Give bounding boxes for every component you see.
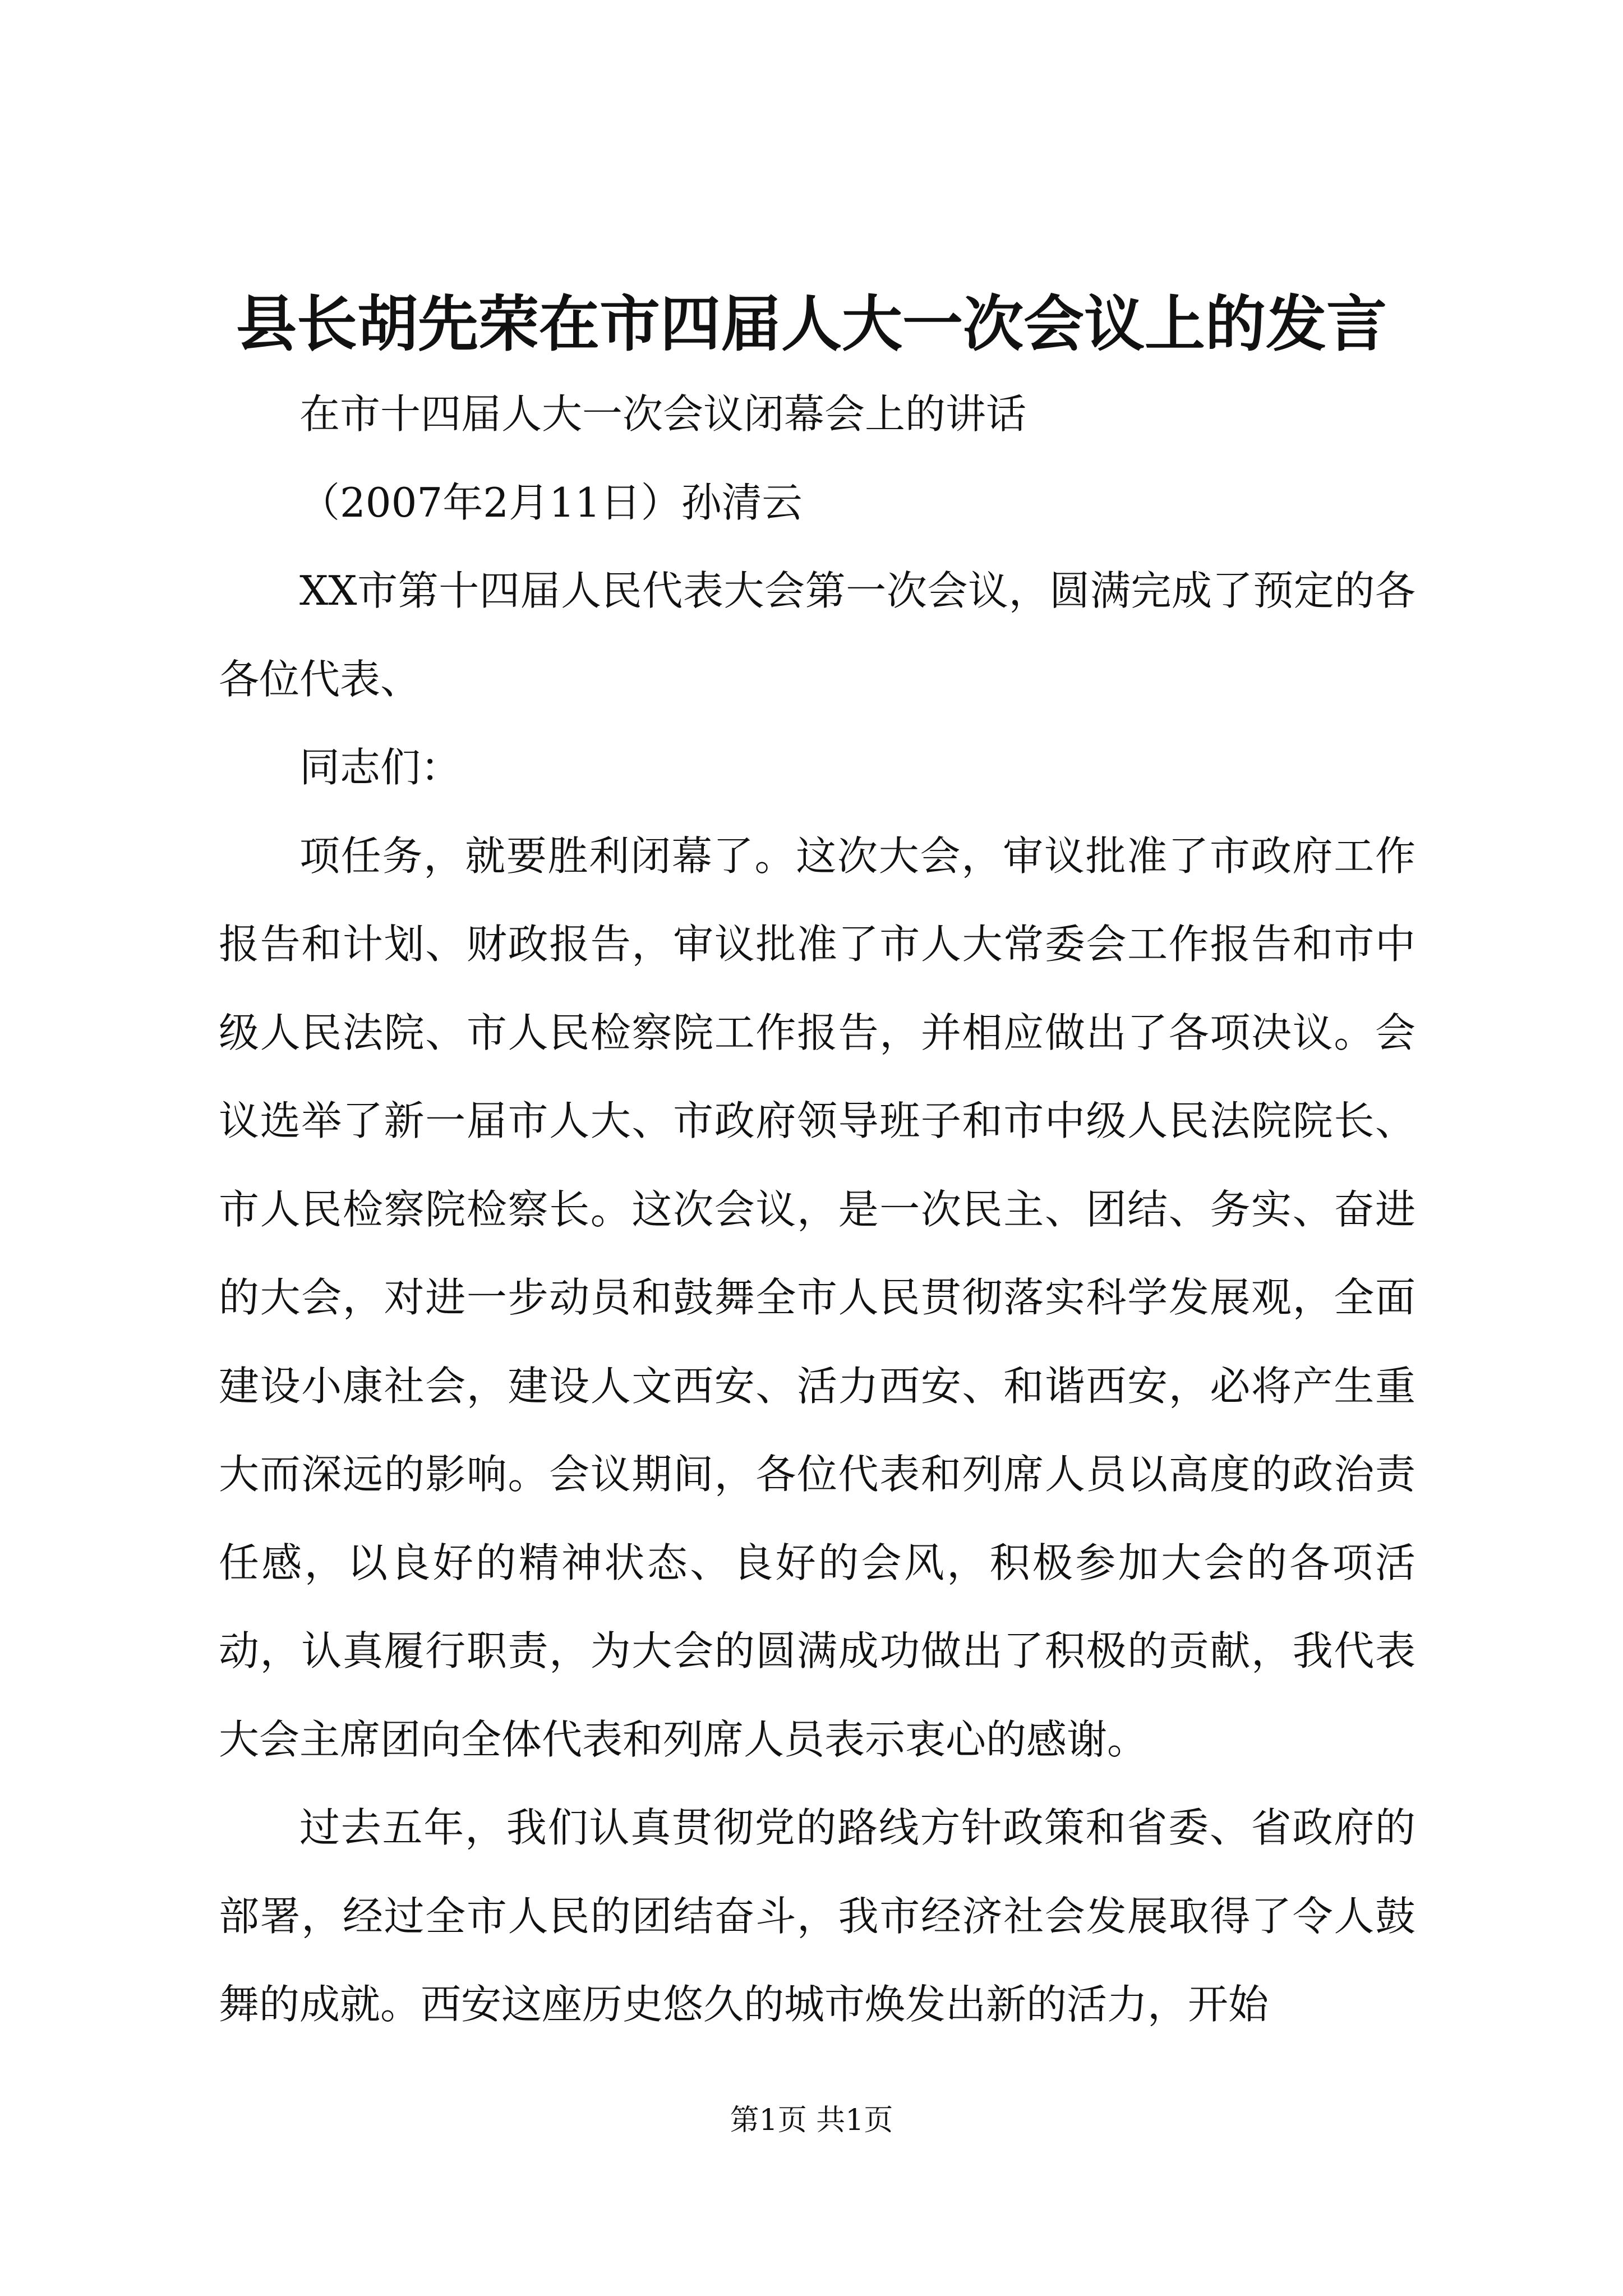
body-paragraph: 过去五年，我们认真贯彻党的路线方针政策和省委、省政府的部署，经过全市人民的团结奋斗，我市经济社会发展取得了令人鼓舞的成就。西安这座历史悠久的城市焕发出新的活力，开始 bbox=[219, 1804, 1415, 2028]
salutation-paragraph: 同志们： bbox=[299, 744, 462, 791]
page-footer: 第1页 共1页 bbox=[730, 2104, 893, 2137]
document-body bbox=[219, 370, 1415, 2049]
date-author-paragraph: （2007年2月11日）孙清云 bbox=[299, 478, 803, 526]
body-paragraph: 项任务，就要胜利闭幕了。这次大会，审议批准了市政府工作报告和计划、财政报告，审议批准了市人大常委会工作报告和市中级人民法院、市人民检察院工作报告，并相应做出了各项决议。会议选举了新一届市人大、市政府领导班子和市中级人民法院院长、市人民检察院检察长。这次会议，是一次民主、团结、务实、奋进的大会，对进一步动员和鼓舞全市人民贯彻落实科学发展观，全面建设小康社会，建设人文西安、活力西安、和谐西安，必将产生重大而深远的影响。会议期间，各位代表和列席人员以高度的政治责任感，以良好的精神状态、良好的会风，积极参加大会的各项活动，认真履行职责，为大会的圆满成功做出了积极的贡献，我代表大会主席团向全体代表和列席人员表示衷心的感谢。 bbox=[219, 832, 1415, 1763]
opening-paragraph: XX市第十四届人民代表大会第一次会议，圆满完成了预定的各各位代表、 bbox=[219, 567, 1415, 703]
subtitle-paragraph: 在市十四届人大一次会议闭幕会上的讲话 bbox=[299, 390, 1027, 438]
document-title: 县长胡先荣在市四届人大一次会议上的发言 bbox=[236, 289, 1387, 360]
